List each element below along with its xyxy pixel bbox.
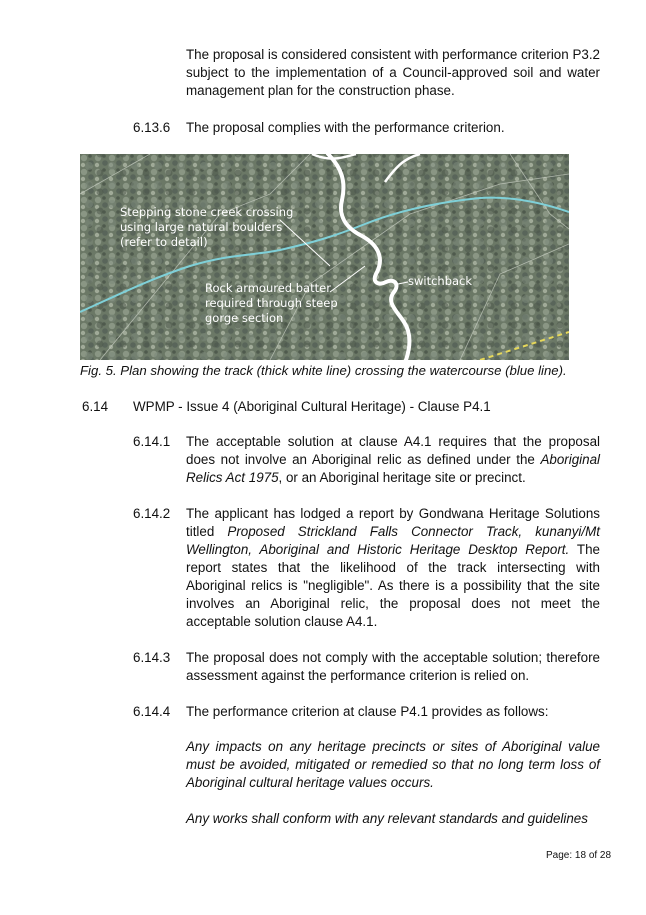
aerial-map-figure [80, 154, 569, 360]
item-text-6-14-3: The proposal does not comply with the acceptable solution; therefore assessment against the performance criterion is relied on. [186, 650, 600, 683]
label-switchback: switchback [408, 274, 473, 288]
label-rock-line-2: required through steep [205, 296, 338, 310]
item-6-14-2-text-after: The report states that the likelihood of the track intersecting with Aboriginal relics is "negligible". As there is a possibility that the site involves an Aboriginal relic, the proposal does not meet the acceptable solution clause A4.1. [186, 542, 600, 629]
item-text-6-13-6: The proposal complies with the performance criterion. [186, 120, 505, 135]
section-number-6-14: 6.14 [82, 399, 109, 414]
label-stepping-line-3: (refer to detail) [120, 235, 208, 249]
item-6-14-1-text-before: The acceptable solution at clause A4.1 requires that the proposal does not involve an Aboriginal relic as defined under the [186, 434, 600, 467]
label-stepping-line-1: Stepping stone creek crossing [120, 205, 294, 219]
item-6-14-1-text-after: , or an Aboriginal heritage site or precinct. [278, 470, 526, 485]
label-stepping-line-2: using large natural boulders [120, 220, 283, 234]
act-name: Aboriginal Relics Act 1975 [186, 452, 600, 485]
quote-paragraph-1: Any impacts on any heritage precincts or sites of Aboriginal value must be avoided, mitigated or remedied so that no long term loss of Aboriginal cultural heritage values occurs. [186, 739, 600, 790]
item-number-6-14-1: 6.14.1 [133, 434, 171, 449]
quote-paragraph-2: Any works shall conform with any relevant standards and guidelines [186, 811, 588, 826]
label-rock-line-3: gorge section [205, 311, 284, 325]
item-text-6-14-2 [186, 505, 600, 631]
report-title: Proposed Strickland Falls Connector Track, kunanyi/Mt Wellington, Aboriginal and Historic Heritage Desktop Report. [186, 524, 600, 557]
intro-paragraph: The proposal is considered consistent with performance criterion P3.2 subject to the implementation of a Council-approved soil and water management plan for the construction phase. [186, 47, 600, 98]
item-number-6-13-6: 6.13.6 [133, 120, 171, 135]
label-rock-line-1: Rock armoured batter [205, 281, 331, 295]
item-number-6-14-4: 6.14.4 [133, 704, 171, 719]
item-number-6-14-2: 6.14.2 [133, 506, 171, 521]
item-number-6-14-3: 6.14.3 [133, 650, 171, 665]
item-text-6-14-1 [186, 433, 600, 487]
item-text-6-14-4: The performance criterion at clause P4.1 provides as follows: [186, 704, 549, 719]
page-number: Page: 18 of 28 [546, 850, 612, 861]
section-title-6-14: WPMP - Issue 4 (Aboriginal Cultural Heritage) - Clause P4.1 [133, 399, 491, 414]
figure-caption: Fig. 5. Plan showing the track (thick white line) crossing the watercourse (blue line). [80, 363, 567, 378]
item-6-14-2-text-before: The applicant has lodged a report by Gondwana Heritage Solutions titled [186, 506, 600, 539]
